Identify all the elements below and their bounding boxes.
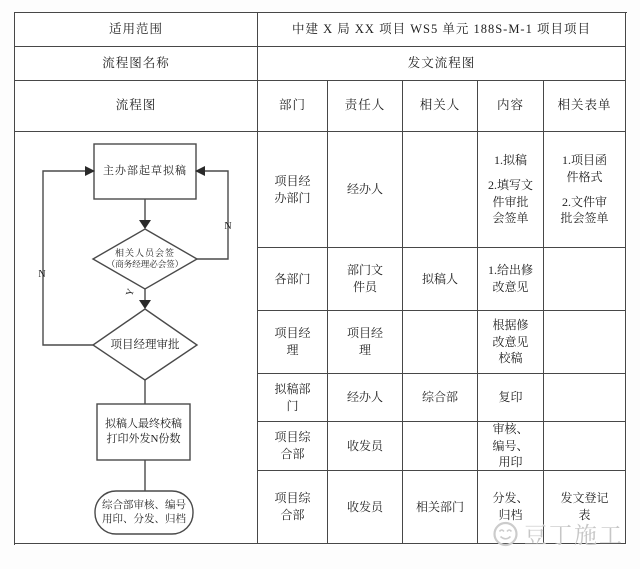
countersign-line1: 相关人员会签 xyxy=(114,248,175,259)
watermark-text: 豆丁施工 xyxy=(524,522,624,548)
row4-forms-cell xyxy=(544,422,626,471)
row0-dept-cell: 项目经办部门 xyxy=(258,132,328,248)
no-label-right: N xyxy=(224,221,232,232)
form-item: 2.文件审批会签单 xyxy=(560,194,609,226)
flow-name-value-cell: 发文流程图 xyxy=(258,47,626,81)
content-item: 1.拟稿 xyxy=(493,152,527,167)
row4-dept-cell: 项目综合部 xyxy=(258,422,328,471)
row4-related-cell xyxy=(403,422,478,471)
content-item: 根据修改意见校稿 xyxy=(492,317,529,366)
row1-content-cell xyxy=(478,248,544,311)
row3-forms-cell xyxy=(544,374,626,422)
row0-related-cell xyxy=(403,132,478,248)
content-item: 复印 xyxy=(498,390,523,405)
column-header-dept: 部门 xyxy=(258,81,328,132)
row5-dept-cell: 项目综合部 xyxy=(258,471,328,544)
row1-forms-cell xyxy=(544,248,626,311)
row5-content-cell xyxy=(478,471,544,544)
row3-dept-cell: 拟稿部门 xyxy=(258,374,328,422)
row5-responsible-cell: 收发员 xyxy=(328,471,403,544)
row2-forms-cell xyxy=(544,311,626,374)
row2-related-cell xyxy=(403,311,478,374)
row1-responsible-cell: 部门文件员 xyxy=(328,248,403,311)
arrowhead-down-1 xyxy=(139,220,151,229)
flow-name-label-cell: 流程图名称 xyxy=(15,47,258,81)
row3-responsible-cell: 经办人 xyxy=(328,374,403,422)
end-terminator-line1: 综合部审核、编号 xyxy=(102,499,186,511)
content-item: 1.给出修改意见 xyxy=(488,263,534,294)
arrowhead-down-2 xyxy=(139,300,151,309)
form-item: 发文登记表 xyxy=(560,491,609,522)
end-terminator-line2: 用印、分发、归档 xyxy=(102,514,186,525)
final-box-label xyxy=(97,406,190,458)
column-header-related: 相关人 xyxy=(403,81,478,132)
row4-responsible-cell: 收发员 xyxy=(328,422,403,471)
final-box-line2: 打印外发N份数 xyxy=(106,433,181,445)
end-terminator-label xyxy=(95,492,193,534)
column-header-content: 内容 xyxy=(478,81,544,132)
row0-forms-cell xyxy=(544,132,626,248)
process-table xyxy=(14,12,627,545)
flowchart-column-header: 流程图 xyxy=(15,81,258,132)
scope-label-cell: 适用范围 xyxy=(15,13,258,47)
row2-dept-cell: 项目经理 xyxy=(258,311,328,374)
approval-diamond-label: 项目经理审批 xyxy=(110,339,180,352)
yes-label: Y xyxy=(124,287,138,298)
content-item: 审核、编号、用印 xyxy=(492,421,529,470)
row4-content-cell xyxy=(478,422,544,471)
start-box-label: 主办部起草拟稿 xyxy=(103,165,187,178)
content-item: 2.填写文件审批会签单 xyxy=(488,177,534,226)
column-header-forms: 相关表单 xyxy=(544,81,626,132)
row3-content-cell xyxy=(478,374,544,422)
countersign-diamond-label xyxy=(70,238,220,280)
row5-related-cell: 相关部门 xyxy=(403,471,478,544)
scope-value-cell: 中建 X 局 XX 项目 WS5 单元 188S-M-1 项目项目 xyxy=(258,13,626,47)
row3-related-cell: 综合部 xyxy=(403,374,478,422)
column-header-responsible: 责任人 xyxy=(328,81,403,132)
row1-dept-cell: 各部门 xyxy=(258,248,328,311)
form-item: 1.项目函件格式 xyxy=(561,152,607,184)
row0-responsible-cell: 经办人 xyxy=(328,132,403,248)
flowchart-cell xyxy=(15,132,258,544)
no-label-left: N xyxy=(38,269,46,280)
row2-responsible-cell: 项目经理 xyxy=(328,311,403,374)
row5-forms-cell xyxy=(544,471,626,544)
content-item: 分发、归档 xyxy=(492,491,529,522)
row0-content-cell xyxy=(478,132,544,248)
final-box-line1: 拟稿人最终校稿 xyxy=(105,418,182,431)
row1-related-cell: 拟稿人 xyxy=(403,248,478,311)
row2-content-cell xyxy=(478,311,544,374)
countersign-line2: （商务经理必会签） xyxy=(106,259,184,270)
